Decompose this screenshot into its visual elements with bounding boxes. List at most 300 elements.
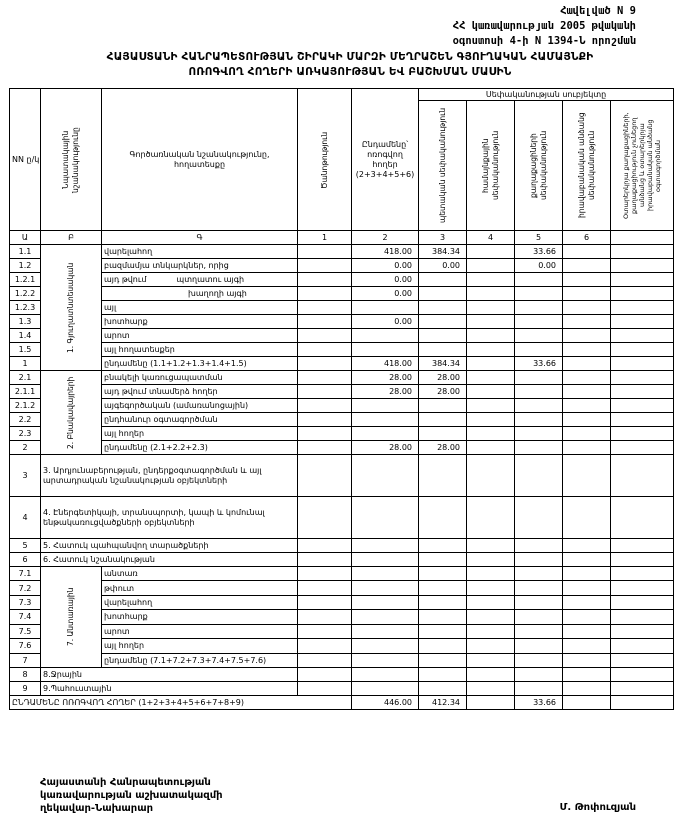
total-cell: 0.00: [352, 287, 419, 301]
index-cell: Բ: [41, 231, 102, 245]
community-cell: [467, 441, 515, 455]
value-cell: [298, 539, 352, 553]
table-row: [10, 624, 674, 638]
index-row: [10, 231, 674, 245]
community-cell: [467, 371, 515, 385]
note-cell: [298, 301, 352, 315]
note-cell: [298, 567, 352, 581]
community-cell: [467, 287, 515, 301]
section-forest: [41, 567, 102, 668]
state-cell: [419, 287, 467, 301]
state-cell: 28.00: [419, 371, 467, 385]
value-cell: [515, 668, 563, 682]
total-cell: 28.00: [352, 441, 419, 455]
legal-cell: [563, 413, 611, 427]
index-cell: Գ: [102, 231, 298, 245]
legal-cell: [563, 259, 611, 273]
row-number: 1.3: [10, 315, 41, 329]
head-note: Ծանոթություն: [298, 89, 352, 231]
legal-cell: [563, 595, 611, 609]
note-cell: [298, 259, 352, 273]
value-cell: [563, 455, 611, 497]
legal-cell: [563, 639, 611, 653]
row-number: 2.2: [10, 413, 41, 427]
note-cell: [298, 624, 352, 638]
row-name-text: այլ հողեր: [104, 429, 145, 438]
row-name: 8.Ջրային: [41, 668, 298, 682]
row-name: [102, 581, 298, 595]
foreign-cell: [611, 427, 674, 441]
total-cell: 28.00: [352, 385, 419, 399]
head-c2: պետական սեփականություն: [419, 101, 467, 231]
row-name-text: վարելահող: [104, 598, 153, 608]
row-number: 8: [10, 668, 41, 682]
table-row: [10, 329, 674, 343]
community-cell: [467, 343, 515, 357]
value-cell: [563, 668, 611, 682]
row-number: 7.2: [10, 581, 41, 595]
citizen-cell: [515, 624, 563, 638]
state-cell: 384.34: [419, 357, 467, 371]
legal-cell: [563, 427, 611, 441]
table-row: [10, 245, 674, 259]
value-cell: [298, 668, 352, 682]
citizen-cell: 33.66: [515, 357, 563, 371]
row-name: [102, 610, 298, 624]
index-cell: 5: [515, 231, 563, 245]
community-cell: [467, 273, 515, 287]
total-cell: [352, 653, 419, 667]
foreign-cell: [611, 441, 674, 455]
row-number: 5: [10, 539, 41, 553]
row-number: 1.2.1: [10, 273, 41, 287]
section-agricultural-label: 1. Գյուղատնտեսական: [66, 262, 75, 353]
row-name: [102, 343, 298, 357]
state-cell: [419, 639, 467, 653]
row-number: 7.4: [10, 610, 41, 624]
table-row: [10, 610, 674, 624]
row-name: [102, 399, 298, 413]
table-row: [10, 385, 674, 399]
community-cell: [467, 653, 515, 667]
head-c5: իրավաբանական անձանց սեփականություն: [563, 101, 611, 231]
value-cell: [467, 668, 515, 682]
table-row: [10, 553, 674, 567]
row-number: 1.4: [10, 329, 41, 343]
state-cell: [419, 624, 467, 638]
community-cell: [467, 301, 515, 315]
total-cell: [352, 413, 419, 427]
table-row: [10, 668, 674, 682]
value-cell: [352, 497, 419, 539]
note-cell: [298, 441, 352, 455]
state-cell: [419, 653, 467, 667]
state-cell: [419, 343, 467, 357]
note-cell: [298, 427, 352, 441]
value-cell: [467, 553, 515, 567]
row-name: 3. Արդյունաբերության, ընդերքօգտագործման և այլ արտադրական նշանակության օբյեկտների: [41, 455, 298, 497]
total-cell: [352, 399, 419, 413]
state-cell: 384.34: [419, 245, 467, 259]
total-cell: [352, 427, 419, 441]
value-cell: [611, 539, 674, 553]
note-cell: [298, 287, 352, 301]
note-cell: [298, 639, 352, 653]
section-settlements: [41, 371, 102, 455]
grand-total-cell: 446.00: [352, 696, 419, 710]
note-cell: [298, 371, 352, 385]
community-cell: [467, 259, 515, 273]
foreign-cell: [611, 301, 674, 315]
row-number: 7.3: [10, 595, 41, 609]
community-cell: [467, 595, 515, 609]
row-name: [102, 245, 298, 259]
foreign-cell: [611, 273, 674, 287]
value-cell: [352, 539, 419, 553]
section-forest-label: 7. Անտառային: [66, 587, 75, 647]
row-number: 7.5: [10, 624, 41, 638]
row-name: 5. Հատուկ պահպանվող տարածքների: [41, 539, 298, 553]
grand-legal-cell: [563, 696, 611, 710]
table-row: [10, 441, 674, 455]
citizen-cell: [515, 273, 563, 287]
row-name: [102, 624, 298, 638]
head-c4: քաղաքացիների սեփականություն: [515, 101, 563, 231]
value-cell: [419, 539, 467, 553]
total-cell: [352, 610, 419, 624]
table-row: [10, 567, 674, 581]
row-name: 4. Էներգետիկայի, տրանսպորտի, կապի և կոմունալ ենթակառուցվածքների օբյեկտների: [41, 497, 298, 539]
community-cell: [467, 639, 515, 653]
citizen-cell: [515, 639, 563, 653]
state-cell: [419, 595, 467, 609]
row-number: 1.5: [10, 343, 41, 357]
citizen-cell: [515, 315, 563, 329]
foreign-cell: [611, 287, 674, 301]
head-types: Գործառնական նշանակությունը, հողատեսքը: [102, 89, 298, 231]
row-name: [102, 385, 298, 399]
value-cell: [419, 455, 467, 497]
value-cell: [515, 455, 563, 497]
row-name: [102, 287, 298, 301]
citizen-cell: [515, 413, 563, 427]
row-name: [102, 315, 298, 329]
note-cell: [298, 581, 352, 595]
head-group: Սեփականության սուբյեկտը: [419, 89, 674, 101]
appendix-header: [453, 4, 636, 49]
foreign-cell: [611, 413, 674, 427]
community-cell: [467, 581, 515, 595]
note-cell: [298, 653, 352, 667]
total-cell: [352, 595, 419, 609]
table-row: [10, 653, 674, 667]
value-cell: [419, 668, 467, 682]
row-number: 2: [10, 441, 41, 455]
row-subname-text: խաղողի այգի: [188, 289, 247, 298]
grand-state-cell: 412.34: [419, 696, 467, 710]
row-number: 1.2.2: [10, 287, 41, 301]
appendix-number: Հավելված N 9: [560, 5, 636, 17]
community-cell: [467, 624, 515, 638]
state-cell: [419, 413, 467, 427]
signer-name: Մ. Թոփուզյան: [559, 802, 636, 813]
community-cell: [467, 357, 515, 371]
legal-cell: [563, 581, 611, 595]
row-number: 2.1.2: [10, 399, 41, 413]
foreign-cell: [611, 259, 674, 273]
total-cell: 418.00: [352, 357, 419, 371]
legal-cell: [563, 245, 611, 259]
value-cell: [563, 497, 611, 539]
state-cell: 0.00: [419, 259, 467, 273]
row-number: 1: [10, 357, 41, 371]
signature-title: [40, 776, 223, 815]
row-name-text: այլ հողեր: [104, 641, 145, 651]
row-name: [102, 427, 298, 441]
row-name: [102, 357, 298, 371]
value-cell: [563, 553, 611, 567]
foreign-cell: [611, 639, 674, 653]
total-cell: [352, 343, 419, 357]
index-cell: 6: [563, 231, 611, 245]
row-number: 7: [10, 653, 41, 667]
foreign-cell: [611, 371, 674, 385]
row-name-text: բազմամյա տնկարկներ, որից: [104, 261, 229, 270]
citizen-cell: [515, 441, 563, 455]
row-name-text: արոտ: [104, 331, 130, 340]
index-cell: 4: [467, 231, 515, 245]
value-cell: [352, 668, 419, 682]
citizen-cell: [515, 287, 563, 301]
grand-total-row: [10, 696, 674, 710]
value-cell: [563, 539, 611, 553]
total-cell: [352, 624, 419, 638]
citizen-cell: [515, 371, 563, 385]
row-name-text: ընդամենը (7.1+7.2+7.3+7.4+7.5+7.6): [104, 655, 267, 665]
value-cell: [515, 539, 563, 553]
row-name: [102, 639, 298, 653]
value-cell: [298, 553, 352, 567]
legal-cell: [563, 371, 611, 385]
table-row: [10, 427, 674, 441]
total-cell: 418.00: [352, 245, 419, 259]
state-cell: [419, 427, 467, 441]
row-number: 7.6: [10, 639, 41, 653]
value-cell: [611, 455, 674, 497]
value-cell: [298, 497, 352, 539]
table-row: [10, 639, 674, 653]
note-cell: [298, 245, 352, 259]
foreign-cell: [611, 329, 674, 343]
value-cell: [515, 553, 563, 567]
total-cell: 0.00: [352, 315, 419, 329]
row-number: 3: [10, 455, 41, 497]
legal-cell: [563, 399, 611, 413]
value-cell: [467, 497, 515, 539]
total-cell: 0.00: [352, 273, 419, 287]
value-cell: [352, 553, 419, 567]
value-cell: [352, 455, 419, 497]
row-name-text: ընդհանուր օգտագործման: [104, 415, 218, 424]
total-cell: [352, 581, 419, 595]
citizen-cell: [515, 385, 563, 399]
legal-cell: [563, 653, 611, 667]
foreign-cell: [611, 399, 674, 413]
row-number: 7.1: [10, 567, 41, 581]
row-number: 9: [10, 682, 41, 696]
legal-cell: [563, 301, 611, 315]
value-cell: [467, 539, 515, 553]
total-cell: [352, 567, 419, 581]
citizen-cell: [515, 567, 563, 581]
foreign-cell: [611, 315, 674, 329]
row-name: [102, 259, 298, 273]
grand-foreign-cell: [611, 696, 674, 710]
community-cell: [467, 413, 515, 427]
value-cell: [298, 682, 352, 696]
row-name-text: ընդամենը (1.1+1.2+1.3+1.4+1.5): [104, 359, 247, 368]
value-cell: [611, 668, 674, 682]
table-row: [10, 595, 674, 609]
row-name-text: այդ թվում: [104, 275, 147, 284]
row-name: [102, 595, 298, 609]
state-cell: [419, 273, 467, 287]
state-cell: [419, 315, 467, 329]
note-cell: [298, 385, 352, 399]
community-cell: [467, 567, 515, 581]
community-cell: [467, 427, 515, 441]
value-cell: [419, 553, 467, 567]
row-name: [102, 371, 298, 385]
note-cell: [298, 357, 352, 371]
legal-cell: [563, 343, 611, 357]
row-name-text: անտառ: [104, 569, 138, 579]
row-number: 6: [10, 553, 41, 567]
title-line-2: ՈՌՈԳՎՈՂ ՀՈՂԵՐԻ ԱՌԿԱՅՈՒԹՅԱՆ ԵՎ ԲԱՇԽՄԱՆ ՄԱՍԻՆ: [188, 66, 512, 78]
head-categories: Նպատակային նշանակությունը: [41, 89, 102, 231]
table-row: [10, 399, 674, 413]
table-row: [10, 413, 674, 427]
note-cell: [298, 343, 352, 357]
row-name: [102, 329, 298, 343]
index-cell: 2: [352, 231, 419, 245]
table-row: [10, 539, 674, 553]
foreign-cell: [611, 245, 674, 259]
citizen-cell: [515, 343, 563, 357]
table-row: [10, 682, 674, 696]
row-number: 1.2.3: [10, 301, 41, 315]
legal-cell: [563, 357, 611, 371]
citizen-cell: [515, 653, 563, 667]
table-row: [10, 315, 674, 329]
head-total: Ընդամենը՝ ոռոգվող հողեր (2+3+4+5+6): [352, 89, 419, 231]
grand-total-label: ԸՆԴԱՄԵՆԸ ՈՌՈԳՎՈՂ ՀՈՂԵՐ (1+2+3+4+5+6+7+8+9): [10, 696, 352, 710]
foreign-cell: [611, 357, 674, 371]
note-cell: [298, 413, 352, 427]
note-cell: [298, 610, 352, 624]
citizen-cell: [515, 329, 563, 343]
community-cell: [467, 329, 515, 343]
row-name: 6. Հատուկ նշանակության: [41, 553, 298, 567]
note-cell: [298, 273, 352, 287]
table-row: [10, 581, 674, 595]
total-cell: 28.00: [352, 371, 419, 385]
value-cell: [419, 497, 467, 539]
legal-cell: [563, 441, 611, 455]
legal-cell: [563, 329, 611, 343]
decree-date: օգոստոսի 4-ի N 1394-Ն որոշման: [452, 35, 636, 47]
foreign-cell: [611, 624, 674, 638]
row-name: 9.Պահուստային: [41, 682, 298, 696]
total-cell: [352, 639, 419, 653]
row-name: [102, 441, 298, 455]
state-cell: 28.00: [419, 385, 467, 399]
grand-community-cell: [467, 696, 515, 710]
state-cell: [419, 610, 467, 624]
row-name-text: այլ: [104, 303, 117, 312]
state-cell: [419, 399, 467, 413]
state-cell: [419, 329, 467, 343]
index-cell: 1: [298, 231, 352, 245]
citizen-cell: [515, 399, 563, 413]
foreign-cell: [611, 385, 674, 399]
citizen-cell: 33.66: [515, 245, 563, 259]
table-row: [10, 287, 674, 301]
section-agricultural: [41, 245, 102, 371]
value-cell: [467, 455, 515, 497]
legal-cell: [563, 567, 611, 581]
index-cell: Ա: [10, 231, 41, 245]
foreign-cell: [611, 343, 674, 357]
row-number: 2.1.1: [10, 385, 41, 399]
row-name-text: թփուտ: [104, 583, 135, 593]
row-name-text: այգեգործական (ամառանոցային): [104, 401, 249, 410]
index-cell: 3: [419, 231, 467, 245]
legal-cell: [563, 610, 611, 624]
total-cell: 0.00: [352, 259, 419, 273]
community-cell: [467, 385, 515, 399]
state-cell: [419, 567, 467, 581]
citizen-cell: [515, 301, 563, 315]
value-cell: [611, 682, 674, 696]
row-name: [102, 653, 298, 667]
footer-line-3: ղեկավար-Նախարար: [40, 803, 154, 814]
legal-cell: [563, 287, 611, 301]
legal-cell: [563, 624, 611, 638]
foreign-cell: [611, 653, 674, 667]
citizen-cell: [515, 427, 563, 441]
value-cell: [419, 682, 467, 696]
community-cell: [467, 610, 515, 624]
note-cell: [298, 315, 352, 329]
value-cell: [298, 455, 352, 497]
value-cell: [515, 497, 563, 539]
value-cell: [611, 553, 674, 567]
row-name-text: խոտհարք: [104, 612, 148, 622]
table-row: [10, 371, 674, 385]
row-name-text: բնակելի կառուցապատման: [104, 373, 223, 382]
table-row: [10, 455, 674, 497]
title-line-1: ՀԱՅԱՍՏԱՆԻ ՀԱՆՐԱՊԵՏՈՒԹՅԱՆ ՇԻՐԱԿԻ ՄԱՐԶԻ ՄԵՂՐԱՇԵՆ ԳՅՈՒՂԱԿԱՆ ՀԱՄԱՅՆՔԻ: [106, 51, 594, 63]
citizen-cell: [515, 581, 563, 595]
index-cell-blank: [611, 231, 674, 245]
row-subname-text: պտղատու այգի: [176, 275, 245, 284]
document-title: [60, 50, 640, 80]
value-cell: [611, 497, 674, 539]
citizen-cell: [515, 595, 563, 609]
note-cell: [298, 595, 352, 609]
state-cell: [419, 301, 467, 315]
